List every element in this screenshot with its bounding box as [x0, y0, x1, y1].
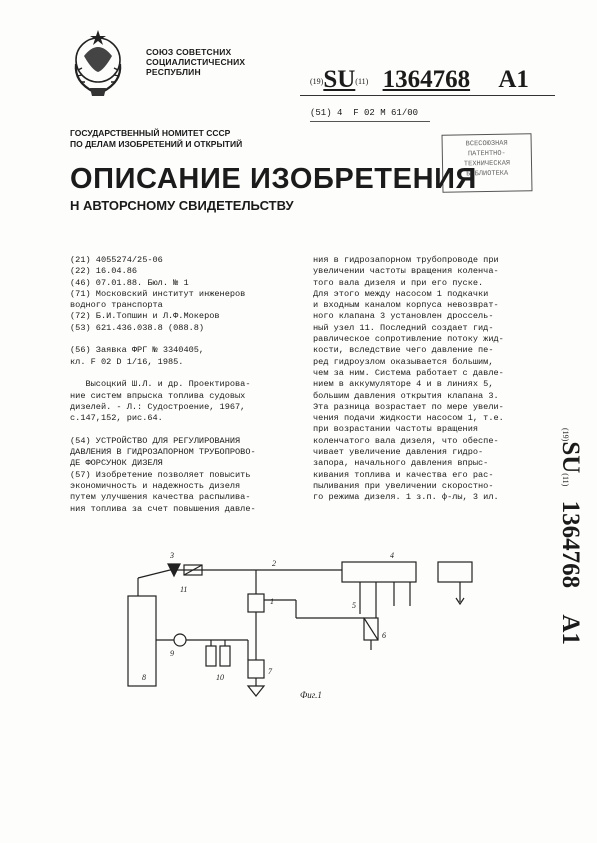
text-line: и входным каналом корпуса невозврат- [313, 300, 499, 311]
text-line: кивания топлива и качества его рас- [313, 469, 494, 480]
text-line: Эта разница возрастает по мере увели- [313, 401, 504, 412]
fig-number: 2 [272, 559, 276, 568]
text-line: ред гидроузлом оказывается большим, [313, 356, 494, 367]
kind-code: A1 [498, 66, 529, 93]
filter-10 [206, 646, 216, 666]
pump-7 [248, 660, 264, 678]
accumulator-4 [342, 562, 416, 582]
text-line: (46) 07.01.88. Бюл. № 1 [70, 277, 189, 288]
text-line: ного клапана 3 установлен дроссель- [313, 311, 494, 322]
text-line: путем улучшения качества распылива- [70, 492, 251, 503]
figure-label: Фиг.1 [300, 690, 322, 700]
text-line: коленчатого вала дизеля, что обеспе- [313, 435, 499, 446]
text-line: с.147,152, рис.64. [70, 413, 163, 424]
fig-number: 7 [268, 667, 272, 676]
text-line: Высоцкий Ш.Л. и др. Проектирова- [70, 379, 251, 390]
text-line: (57) Изобретение позволяет повысить [70, 469, 251, 480]
text-line: равлическое сопротивление потоку жид- [313, 334, 504, 345]
fig-number: 11 [180, 585, 188, 594]
text-line: ния в гидрозапорном трубопроводе при [313, 255, 499, 265]
number-underline [300, 95, 555, 96]
text-line: большим давления открытия клапана 3. [313, 390, 499, 401]
text-line: ДАВЛЕНИЯ В ГИДРОЗАПОРНОМ ТРУБОПРОВО- [70, 447, 256, 458]
text-line: кл. F 02 D 1/16, 1985. [70, 356, 184, 367]
text-line: чем за ним. Система работает с давле- [313, 367, 504, 378]
text-line: (53) 621.436.038.8 (088.8) [70, 322, 205, 333]
side-number: 1364768 [557, 500, 584, 589]
ipc-class: F 02 M 61/00 [353, 108, 419, 118]
side-country: SU [557, 441, 584, 474]
text-line: (56) Заявка ФРГ № 3340405, [70, 345, 205, 356]
text-line: того вала дизеля и при его пуске. [313, 277, 484, 288]
text-line: пыливания при увеличении скоростно- [313, 480, 494, 491]
code-19: (19) [310, 76, 324, 86]
document-number-line [310, 66, 529, 94]
ussr-emblem-icon [64, 28, 132, 100]
side-kind: A1 [557, 614, 584, 645]
text-line: (22) 16.04.86 [70, 266, 138, 277]
schematic-figure [120, 548, 485, 713]
fig-number: 9 [170, 649, 174, 658]
pump-9 [174, 634, 186, 646]
text-line: запора, начального давления впрыс- [313, 458, 489, 469]
text-line: (21) 4055274/25-06 [70, 255, 163, 265]
ipc-underline [310, 121, 430, 122]
text-line: чивает увеличение давления гидро- [313, 447, 484, 458]
fig-number: 3 [170, 551, 174, 560]
committee-name: ГОСУДАРСТВЕННЫЙ НОМИТЕТ СССР ПО ДЕЛАМ ИЗОБРЕТЕНИЙ И ОТКРЫТИЙ [70, 128, 243, 149]
document-subtitle: Н АВТОРСНОМУ СВИДЕТЕЛЬСТВУ [70, 198, 294, 213]
fig-number: 1 [270, 597, 274, 606]
fig-number: 10 [216, 673, 224, 682]
text-line: (71) Московский институт инженеров [70, 288, 246, 299]
text-line: ние систем впрыска топлива судовых [70, 390, 246, 401]
text-line: ния топлива за счет повышения давле- [70, 503, 256, 514]
text-line: увеличении частоты вращения коленча- [313, 266, 499, 277]
code-51: (51) 4 [310, 108, 343, 118]
side-document-number [544, 428, 584, 678]
country-code: SU [323, 66, 356, 93]
text-line: ДЕ ФОРСУНОК ДИЗЕЛЯ [70, 458, 163, 469]
text-line: (72) Б.И.Топшин и Л.Ф.Мокеров [70, 311, 220, 322]
fig-number: 8 [142, 673, 146, 682]
side-code-11: (11) [561, 473, 570, 487]
union-name: СОЮЗ СОВЕТСНИХ СОЦИАЛИСТИЧЕСНИХ РЕСПУБЛИН [146, 47, 246, 77]
text-line [70, 424, 256, 435]
text-line: Для этого между насосом 1 подкачки [313, 288, 489, 299]
document-title: ОПИСАНИЕ ИЗОБРЕТЕНИЯ [70, 163, 477, 195]
side-code-19: (19) [561, 428, 570, 442]
patent-number: 1364768 [382, 66, 471, 93]
abstract-column [313, 255, 504, 504]
fig-number: 5 [352, 601, 356, 610]
text-line: нием в аккумуляторе 4 и в линиях 5, [313, 379, 494, 390]
text-line: ный узел 11. Последний создает гид- [313, 322, 494, 333]
fig-number: 6 [382, 631, 386, 640]
text-line: экономичность и надежность дизеля [70, 480, 241, 491]
ipc-line [310, 108, 418, 118]
code-11: (11) [355, 76, 369, 86]
text-line [70, 334, 256, 345]
library-stamp: ВСЕСОЮЗНАЯ ПАТЕНТНО- ТЕХНИЧЕСКАЯ БИБЛИОТЕКА [442, 133, 533, 193]
bibliographic-column [70, 255, 256, 515]
text-line: водного транспорта [70, 300, 163, 311]
text-line: кости, вследствие чего давление пе- [313, 345, 494, 356]
text-line: го режима дизеля. 1 з.п. ф-лы, 3 ил. [313, 492, 499, 503]
text-line: дизелей. - Л.: Судостроение, 1967, [70, 401, 246, 412]
text-line [70, 368, 256, 379]
text-line: (54) УСТРОЙСТВО ДЛЯ РЕГУЛИРОВАНИЯ [70, 435, 241, 446]
text-line: чения подачи жидкости насосом 1, т.е. [313, 413, 504, 424]
fig-number: 4 [390, 551, 394, 560]
text-line: при возрастании частоты вращения [313, 424, 479, 435]
pump-1 [248, 594, 264, 612]
